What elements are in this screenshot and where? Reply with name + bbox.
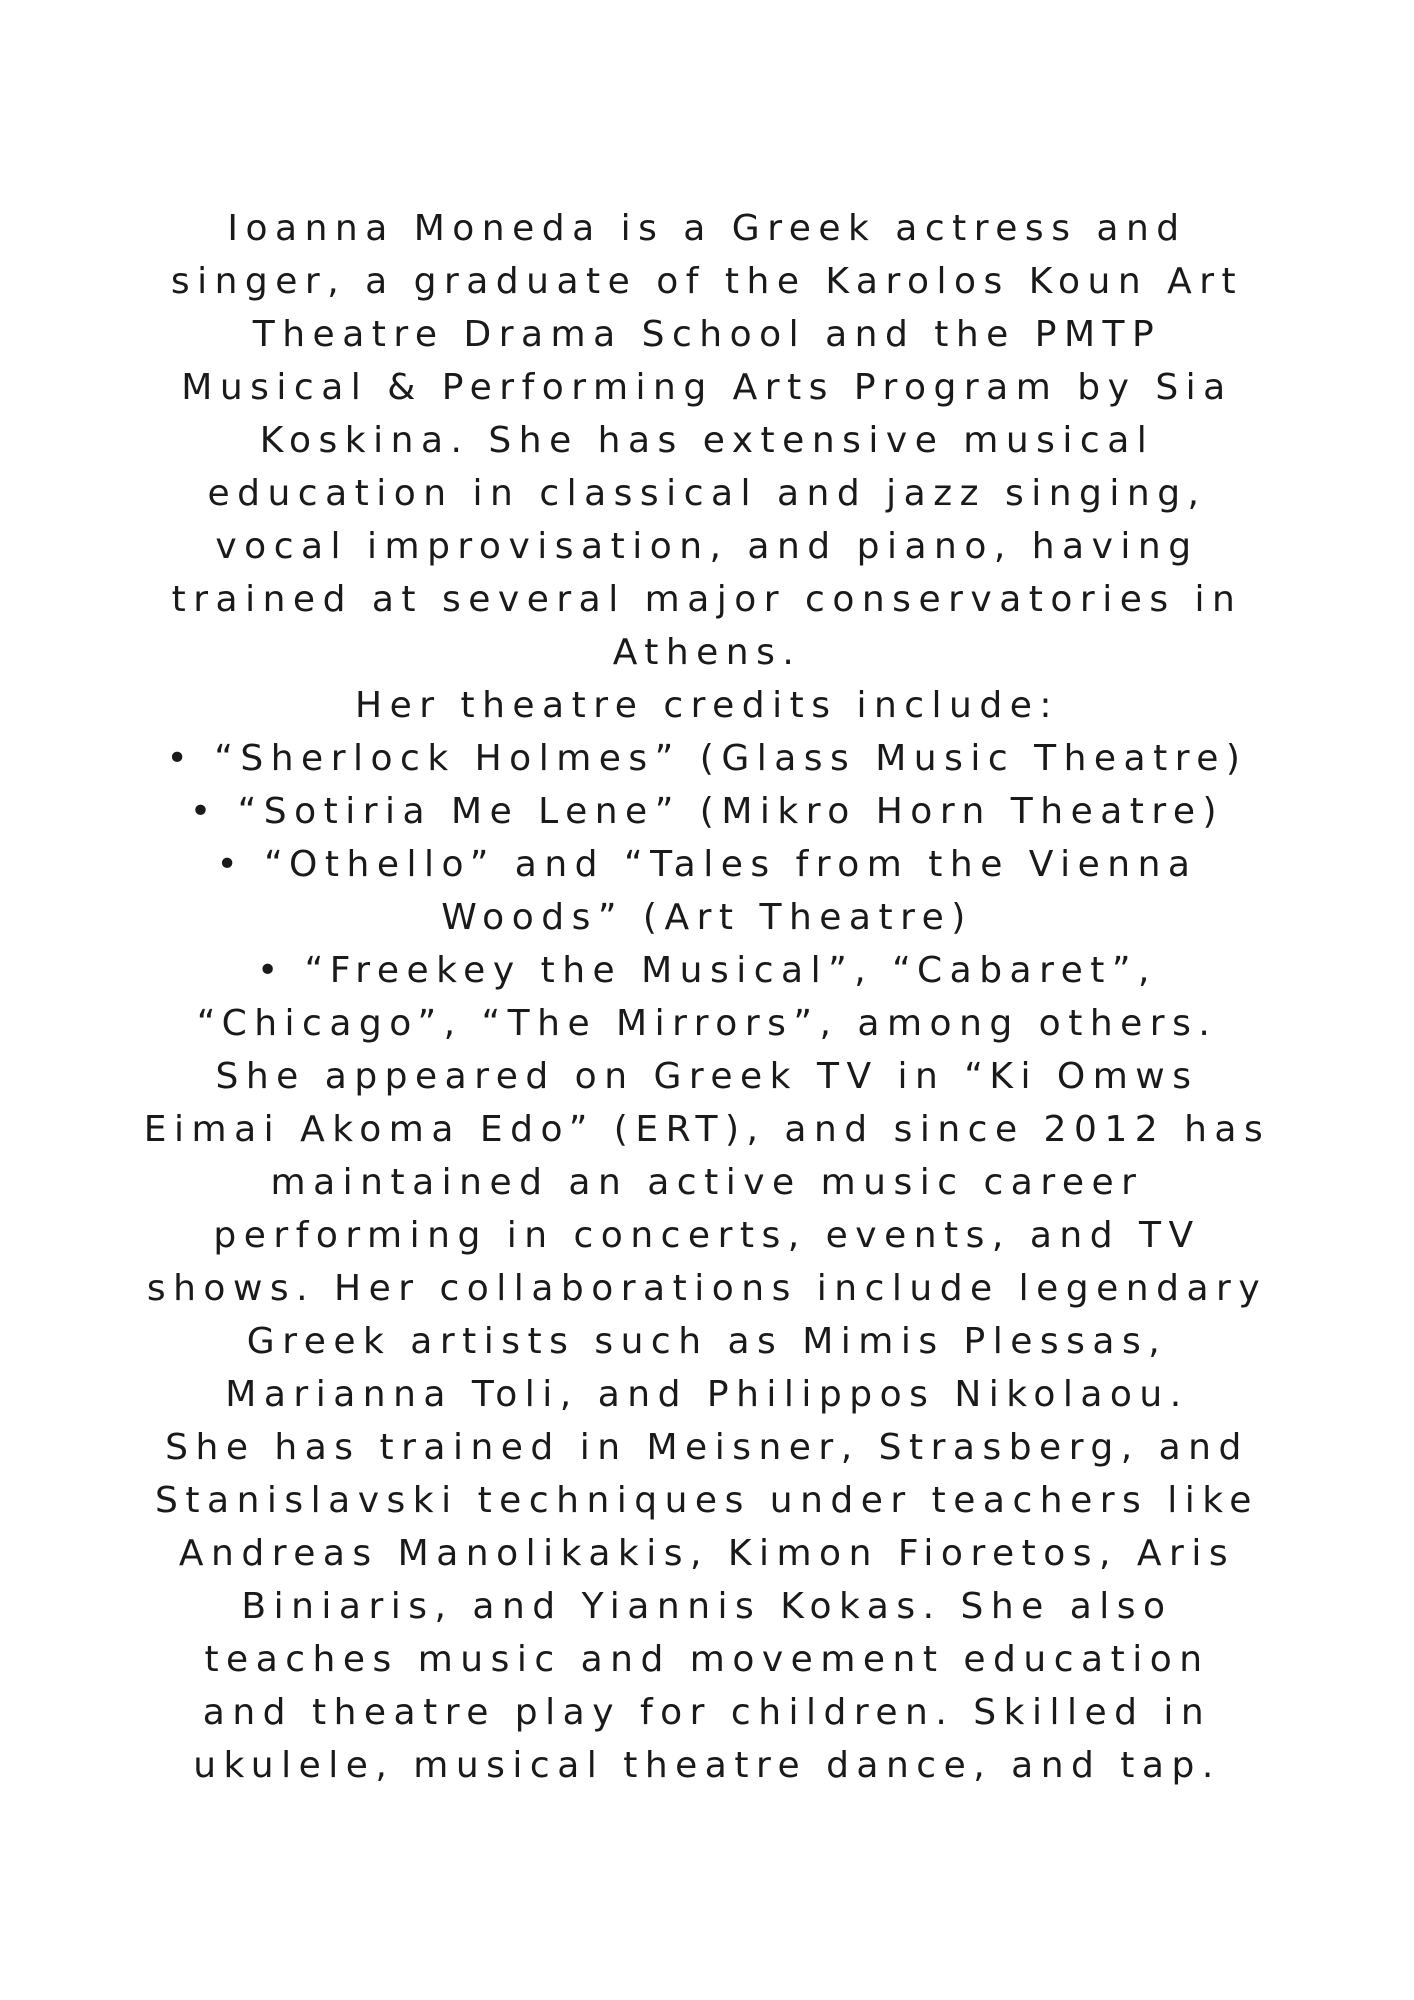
bio-line: education in classical and jazz singing,	[207, 473, 1207, 514]
bio-line: Eimai Akoma Edo” (ERT), and since 2012 has	[143, 1109, 1271, 1150]
credit-item: Woods” (Art Theatre)	[441, 897, 973, 938]
bio-line: performing in concerts, events, and TV	[213, 1215, 1201, 1256]
bio-line: Marianna Toli, and Philippos Nikolaou.	[225, 1374, 1189, 1415]
credit-item: • “Freekey the Musical”, “Cabaret”,	[257, 950, 1157, 991]
bio-line: Andreas Manolikakis, Kimon Fioretos, Aris	[178, 1533, 1236, 1574]
credit-item: • “Sotiria Me Lene” (Mikro Horn Theatre)	[189, 791, 1225, 832]
bio-line: She appeared on Greek TV in “Ki Omws	[215, 1056, 1199, 1097]
bio-line: Musical & Performing Arts Program by Sia	[181, 367, 1233, 408]
biography-text	[57, 202, 1357, 1792]
credit-item: “Chicago”, “The Mirrors”, among others.	[196, 1003, 1218, 1044]
bio-line: trained at several major conservatories in	[171, 579, 1243, 620]
credit-item: • “Sherlock Holmes” (Glass Music Theatre)	[166, 738, 1248, 779]
bio-line: Stanislavski techniques under teachers like	[155, 1480, 1259, 1521]
bio-line: She has trained in Meisner, Strasberg, and	[165, 1427, 1249, 1468]
bio-line: Biniaris, and Yiannis Kokas. She also	[241, 1586, 1173, 1627]
bio-line: ukulele, musical theatre dance, and tap.	[193, 1745, 1221, 1786]
credit-item: • “Othello” and “Tales from the Vienna	[216, 844, 1198, 885]
bio-line: Ioanna Moneda is a Greek actress and	[227, 208, 1187, 249]
bio-line: maintained an active music career	[270, 1162, 1144, 1203]
bio-line: Greek artists such as Mimis Plessas,	[246, 1321, 1168, 1362]
bio-line: shows. Her collaborations include legendary	[146, 1268, 1268, 1309]
bio-line: Theatre Drama School and the PMTP	[252, 314, 1162, 355]
bio-line: teaches music and movement education	[204, 1639, 1210, 1680]
bio-line: and theatre play for children. Skilled in	[202, 1692, 1212, 1733]
bio-line: Athens.	[612, 632, 802, 673]
bio-line: Koskina. She has extensive musical	[259, 420, 1155, 461]
credits-heading: Her theatre credits include:	[355, 685, 1059, 726]
bio-line: singer, a graduate of the Karolos Koun Art	[170, 261, 1244, 302]
bio-line: vocal improvisation, and piano, having	[215, 526, 1199, 567]
